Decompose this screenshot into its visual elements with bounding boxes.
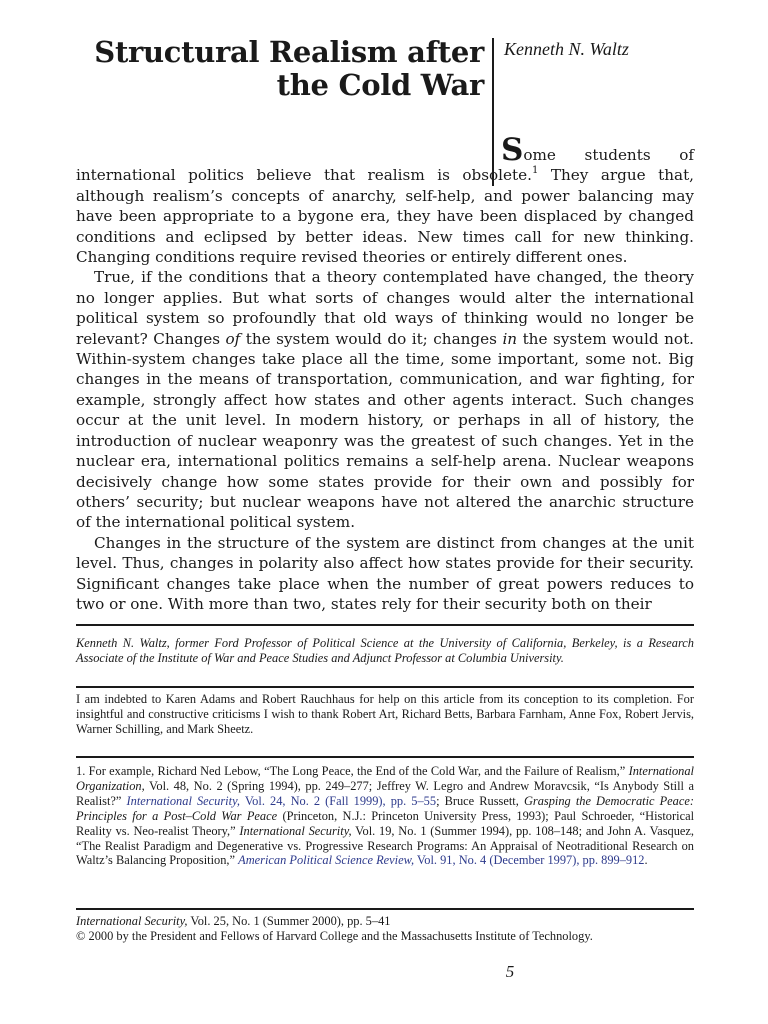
footnote-reference-1[interactable]: 1: [531, 165, 539, 177]
footnote-1-link1-rest: Vol. 24, No. 2 (Fall 1999), pp. 5–55: [239, 793, 437, 808]
footnote-1-link-international-security[interactable]: [127, 794, 437, 808]
footnote-1-t6: .: [644, 853, 648, 868]
citation-details: Vol. 25, No. 1 (Summer 2000), pp. 5–41: [187, 914, 391, 928]
body-p2-text-c: the system would not. Within-system changes take place all the time, some important, some not. Big changes in the means of transportation, communication, and war fighting, for example, strongly affect how states and other agents interact. Such changes occur at the unit level. In modern history, or perhaps in all of history, the introduction of nuclear weaponry was the greatest of such changes. Yet in the nuclear era, international politics remains a self-help arena. Nuclear weapons decisively change how some states provide for their own and possibly for others’ security; but nuclear weapons have not altered the anarchic structure of the international political system.: [76, 329, 694, 532]
article-title-line-2: the Cold War: [276, 68, 484, 102]
footnote-1-i3: International Security,: [239, 823, 352, 838]
footnote-1-link2-italic: American Political Science Review,: [238, 853, 415, 868]
journal-citation: [76, 914, 694, 929]
copyright-line: © 2000 by the President and Fellows of Harvard College and the Massachusetts Institute of Technology.: [76, 929, 593, 943]
body-p2-text-a: True, if the conditions that a theory contemplated have changed, the theory no longer applies. But what sorts of changes would alter the international political system so profoundly that old ways of thinking would no longer be relevant? Changes: [76, 268, 694, 348]
footnote-1-link2-rest: Vol. 91, No. 4 (December 1997), pp. 899–912: [414, 853, 645, 868]
article-title-line-1: Structural Realism after: [94, 35, 484, 69]
body-paragraph-2: [76, 267, 694, 532]
footnotes-rule: [76, 756, 694, 758]
acknowledgment-note: I am indebted to Karen Adams and Robert Rauchhaus for help on this article from its conception to its completion. For insightful and constructive criticisms I wish to thank Robert Art, Richard Betts, Barbara Farnham, Anne Fox, Robert Jervis, Warner Schilling, and Mark Sheetz.: [76, 692, 694, 736]
footnote-1-i1: International Organization,: [76, 764, 694, 793]
footnote-1-t4: (Princeton, N.J.: Princeton University Press, 1993); Paul Schroeder, “Historical Reality vs. Neo-realist Theory,”: [76, 808, 695, 838]
citation-journal: International Security,: [76, 914, 188, 928]
body-p2-em-in: in: [502, 329, 518, 348]
body-paragraph-3: Changes in the structure of the system are distinct from changes at the unit level. Thus, changes in polarity also affect how states provide for their security. Significant changes take place when the number of great powers reduces to two or one. With more than two, states rely for their security both on their: [76, 533, 694, 613]
article-title: [60, 36, 484, 102]
footnote-1-t3: ; Bruce Russett,: [436, 793, 524, 808]
body-text: [76, 132, 694, 614]
footnote-1-link-apsr[interactable]: [238, 853, 644, 867]
footnote-1: [76, 764, 694, 868]
drop-cap: S: [501, 132, 524, 168]
citation-rule: [76, 908, 694, 910]
body-p2-em-of: of: [225, 329, 241, 348]
article-author: Kenneth N. Waltz: [504, 39, 629, 59]
author-note: Kenneth N. Waltz, former Ford Professor of Political Science at the University of California, Berkeley, is a Research Associate of the Institute of War and Peace Studies and Adjunct Professor at Columbia University.: [76, 636, 694, 665]
footnote-1-t5: Vol. 19, No. 1 (Summer 1994), pp. 108–148; and John A. Vasquez, “The Realist Paradigm and Degenerative vs. Progressive Research Programs: An Appraisal of Neotraditional Research on Waltz’s Balancing Proposition,”: [76, 823, 694, 868]
footnote-1-i2: Grasping the Democratic Peace: Principles for a Post–Cold War Peace: [76, 793, 695, 823]
body-p2-text-b: the system would do it; changes: [240, 329, 503, 348]
body-p1-text-b: They argue that, although realism’s concepts of anarchy, self-help, and power balancing may have been appropriate to a bygone era, they have been displaced by changed conditions and eclipsed by better ideas. New times call for new thinking. Changing conditions require revised theories or entirely different ones.: [76, 166, 694, 267]
footnote-1-link1-italic: International Security,: [126, 793, 240, 808]
page-number: 5: [505, 962, 515, 981]
body-p1-text-a: ome students of international politics believe that realism is obsolete.: [76, 146, 694, 185]
acknowledgment-rule: [76, 686, 694, 688]
body-paragraph-1: [76, 132, 694, 267]
footnote-1-t2: Vol. 48, No. 2 (Spring 1994), pp. 249–277; Jeffrey W. Legro and Andrew Moravcsik, “Is Anybody Still a Realist?”: [76, 778, 694, 808]
author-note-rule: [76, 624, 694, 626]
lead-spacer: [76, 140, 501, 160]
footnote-1-t1: 1. For example, Richard Ned Lebow, “The Long Peace, the End of the Cold War, and the Failure of Realism,”: [76, 764, 629, 778]
